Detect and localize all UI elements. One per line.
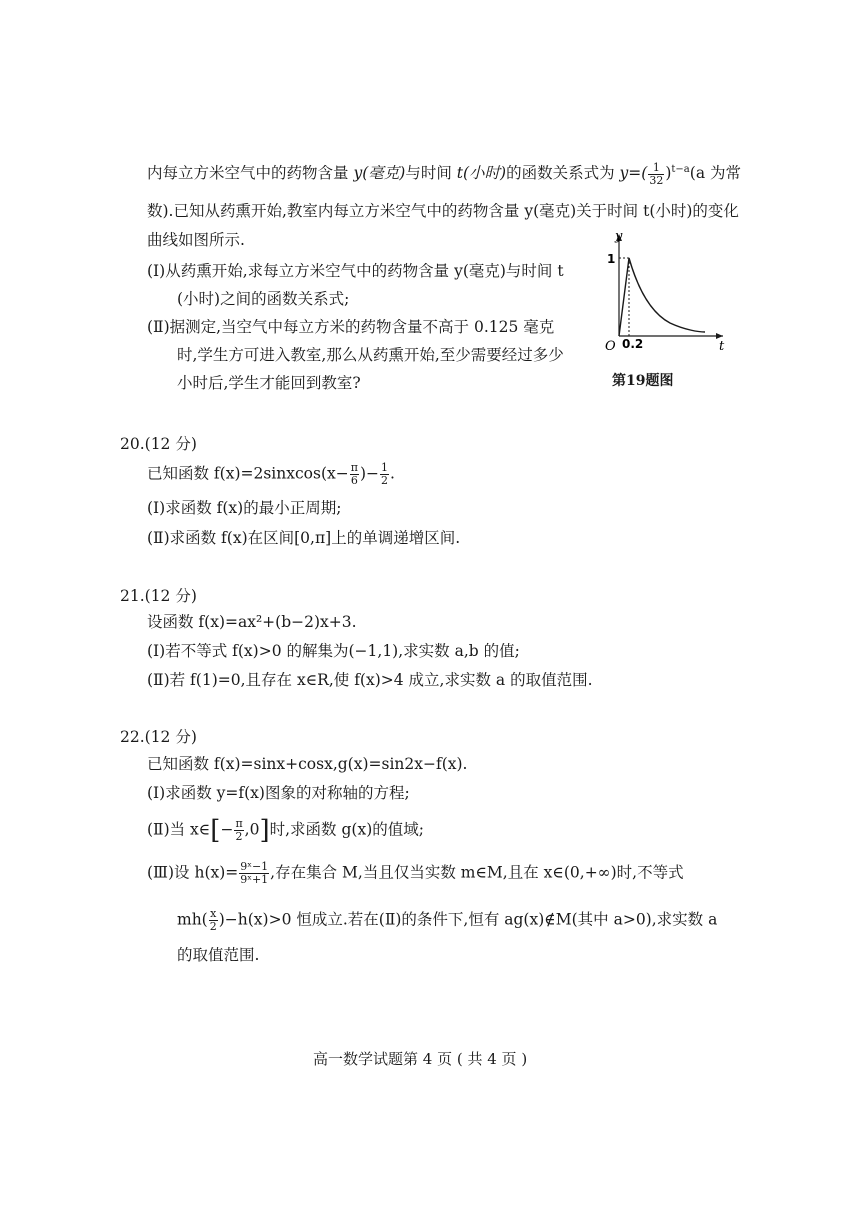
- y-axis-label: y: [615, 229, 623, 244]
- fraction-numerator: π: [350, 461, 358, 474]
- dosage-curve: [619, 258, 705, 336]
- q19-text: 与时间: [405, 164, 452, 183]
- q22-last-line: 的取值范围.: [177, 946, 260, 964]
- q19-part2-line-c: 小时后,学生才能回到教室?: [177, 374, 361, 392]
- right-bracket: ]: [259, 815, 270, 846]
- fraction-numerator: 1: [381, 461, 389, 474]
- page-footer: 高一数学试题第 4 页 ( 共 4 页 ): [313, 1050, 528, 1068]
- fraction-denominator: 32: [649, 173, 664, 187]
- q20-stem: [147, 462, 395, 487]
- q19-line-3: 曲线如图所示.: [147, 231, 245, 249]
- fraction-denominator: 2: [381, 474, 389, 487]
- q19-text: (a 为常: [689, 164, 741, 183]
- figure-caption: 第19题图: [612, 373, 674, 389]
- fraction-denominator: 6: [350, 474, 358, 487]
- q22-m-text: mh(: [177, 910, 208, 929]
- q21-stem: 设函数 f(x)=ax²+(b−2)x+3.: [147, 613, 357, 631]
- q20-pi-fraction: [350, 462, 359, 487]
- q20-stem-text: )−: [359, 464, 380, 483]
- q22-part2-text: (Ⅱ)当 x∈: [147, 820, 211, 839]
- t-tick-label: 0.2: [622, 337, 644, 351]
- q22-m-text: )−h(x)>0 恒成立.若在(Ⅱ)的条件下,恒有 ag(x)∉M(其中 a>0),求实数 a: [218, 910, 718, 929]
- q19-fraction: [648, 162, 664, 187]
- fraction-denominator: 2: [209, 920, 217, 933]
- q22-header: 22.(12 分): [120, 728, 197, 746]
- q22-part1: (Ⅰ)求函数 y=f(x)图象的对称轴的方程;: [147, 784, 410, 802]
- fraction-denominator: 2: [235, 830, 243, 843]
- q20-stem-text: 已知函数 f(x)=2sinxcos(x−: [147, 464, 349, 483]
- q19-line-2: 数).已知从药熏开始,教室内每立方米空气中的药物含量 y(毫克)关于时间 t(小时)的变化: [147, 202, 739, 220]
- q19-part2-line-a: (Ⅱ)据测定,当空气中每立方米的药物含量不高于 0.125 毫克: [147, 318, 555, 336]
- q19-exponent: t−a: [671, 164, 690, 175]
- q20-header: 20.(12 分): [120, 435, 197, 453]
- q20-part1: (Ⅰ)求函数 f(x)的最小正周期;: [147, 499, 342, 517]
- fraction-numerator: x: [210, 907, 217, 920]
- q19-figure: [595, 228, 735, 353]
- fraction-denominator: 9ˣ+1: [240, 873, 269, 886]
- q19-formula: y=(: [619, 164, 648, 183]
- q19-t-unit: t(小时): [456, 164, 507, 183]
- q19-part1-line-a: (Ⅰ)从药熏开始,求每立方米空气中的药物含量 y(毫克)与时间 t: [147, 262, 564, 280]
- q19-part2-line-b: 时,学生方可进入教室,那么从药熏开始,至少需要经过多少: [177, 346, 564, 364]
- q22-part3-condition: [177, 908, 717, 933]
- left-bracket: [: [210, 815, 221, 846]
- q22-part3-text: ,存在集合 M,当且仅当实数 m∈M,且在 x∈(0,+∞)时,不等式: [270, 863, 684, 882]
- t-axis-label: t: [719, 339, 725, 353]
- q19-text: 的函数关系式为: [506, 164, 615, 183]
- q22-part2: (Ⅱ)当 x∈[− $\frac{\pi}{2}$ ,0]时,求函数 g(x)的值域;: [147, 815, 424, 846]
- q19-line-1: 内每立方米空气中的药物含量 y(毫克)与时间 t(小时)的函数关系式为 y=( $\frac{1}{32}$ )$^{t-a}$(a 为常: [147, 160, 741, 187]
- q19-text: 内每立方米空气中的药物含量: [147, 164, 349, 183]
- q20-part2: (Ⅱ)求函数 f(x)在区间[0,π]上的单调递增区间.: [147, 529, 461, 547]
- q20-half-fraction: [380, 462, 389, 487]
- q21-header: 21.(12 分): [120, 587, 197, 605]
- fraction-numerator: 9ˣ−1: [240, 860, 269, 873]
- q20-stem-text: .: [390, 464, 395, 483]
- fraction-numerator: 1: [648, 162, 664, 175]
- origin-label: O: [605, 339, 616, 353]
- q22-x-half-fraction: [209, 908, 218, 933]
- q22-part3: [147, 861, 684, 886]
- q22-part2-text: 时,求函数 g(x)的值域;: [269, 820, 424, 839]
- q19-part1-line-b: (小时)之间的函数关系式;: [177, 290, 350, 308]
- q22-stem: 已知函数 f(x)=sinx+cosx,g(x)=sin2x−f(x).: [147, 755, 468, 773]
- fraction-numerator: π: [235, 817, 243, 830]
- q22-part3-text: (Ⅲ)设 h(x)=: [147, 863, 239, 882]
- y-tick-label: 1: [607, 252, 616, 266]
- q22-pi-fraction: [234, 818, 243, 843]
- q21-part1: (Ⅰ)若不等式 f(x)>0 的解集为(−1,1),求实数 a,b 的值;: [147, 642, 520, 660]
- q21-part2: (Ⅱ)若 f(1)=0,且存在 x∈R,使 f(x)>4 成立,求实数 a 的取值范围.: [147, 671, 593, 689]
- q19-y-unit: y(毫克): [353, 164, 406, 183]
- q22-h-fraction: [239, 861, 269, 886]
